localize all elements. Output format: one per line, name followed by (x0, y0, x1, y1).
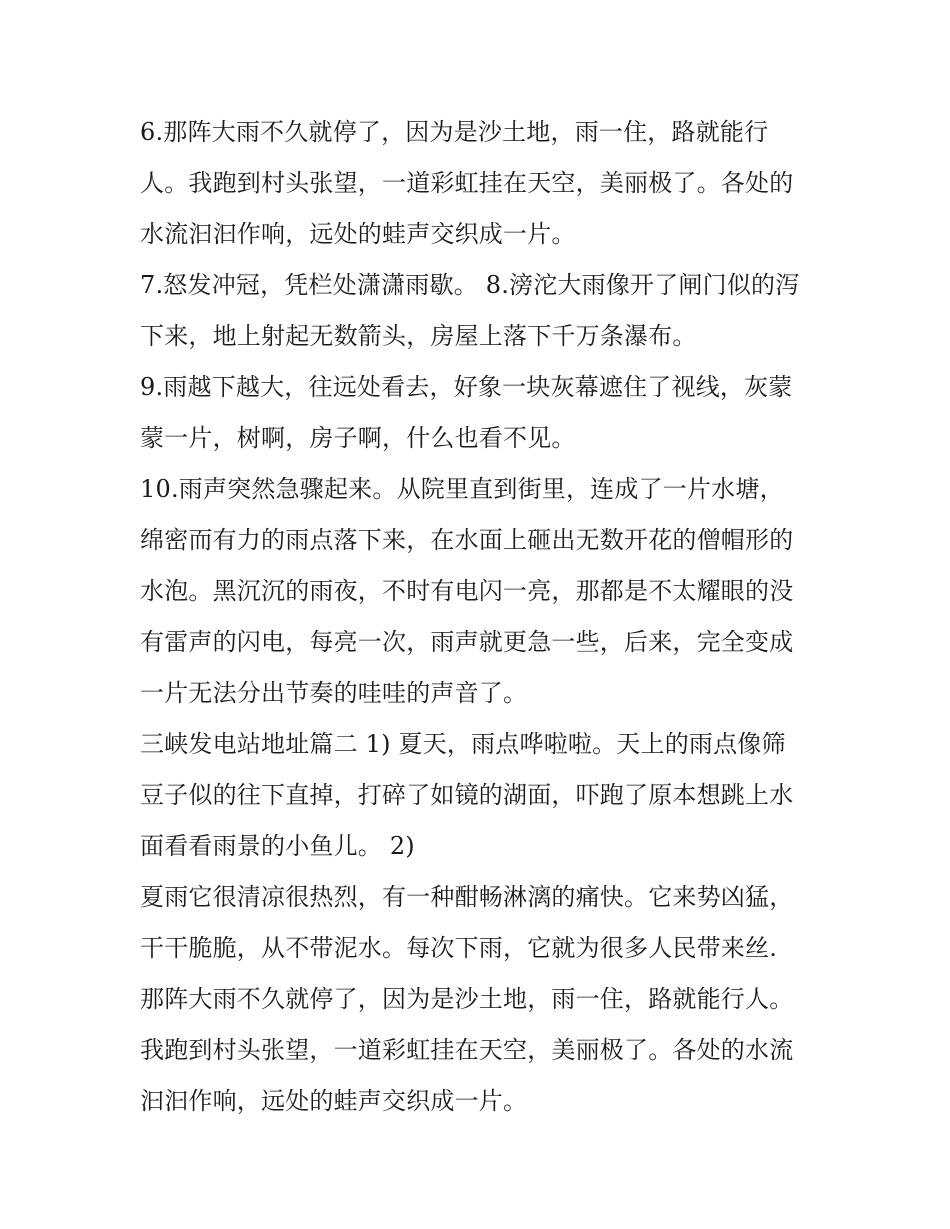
text-line: 面看看雨景的小鱼儿。 2) (140, 832, 415, 860)
text-line: 汩汩作响，远处的蛙声交织成一片。 (140, 1087, 528, 1115)
text-line: 水泡。黑沉沉的雨夜，不时有电闪一亮，那都是不太耀眼的没 (140, 577, 794, 605)
text-line: 夏雨它很清凉很热烈，有一种酣畅淋漓的痛快。它来势凶猛， (140, 883, 794, 911)
text-line: 干干脆脆，从不带泥水。每次下雨，它就为很多人民带来丝. (140, 934, 778, 962)
text-line: 绵密而有力的雨点落下来，在水面上砸出无数开花的僧帽形的 (140, 526, 794, 554)
text-line: 我跑到村头张望，一道彩虹挂在天空，美丽极了。各处的水流 (140, 1036, 794, 1064)
body-text (140, 107, 820, 1127)
text-line: 那阵大雨不久就停了，因为是沙土地，雨一住，路就能行人。 (140, 985, 794, 1013)
text-line: 一片无法分出节奏的哇哇的声音了。 (140, 679, 528, 707)
text-line: 9.雨越下越大，往远处看去，好象一块灰幕遮住了视线，灰蒙 (140, 373, 793, 401)
text-line: 蒙一片，树啊，房子啊，什么也看不见。 (140, 424, 576, 452)
text-line: 6.那阵大雨不久就停了，因为是沙土地，雨一住，路就能行 (140, 118, 769, 146)
text-line: 下来，地上射起无数箭头，房屋上落下千万条瀑布。 (140, 322, 697, 350)
text-line: 有雷声的闪电，每亮一次，雨声就更急一些，后来，完全变成 (140, 628, 794, 656)
text-line: 人。我跑到村头张望，一道彩虹挂在天空，美丽极了。各处的 (140, 169, 794, 197)
text-line: 10.雨声突然急骤起来。从院里直到街里，连成了一片水塘， (140, 475, 784, 503)
text-line: 水流汩汩作响，远处的蛙声交织成一片。 (140, 220, 576, 248)
text-line: 三峡发电站地址篇二 1) 夏天，雨点哗啦啦。天上的雨点像筛 (140, 730, 786, 758)
text-line: 7.怒发冲冠，凭栏处潇潇雨歇。 8.滂沱大雨像开了闸门似的泻 (140, 271, 800, 299)
text-line: 豆子似的往下直掉，打碎了如镜的湖面，吓跑了原本想跳上水 (140, 781, 794, 809)
